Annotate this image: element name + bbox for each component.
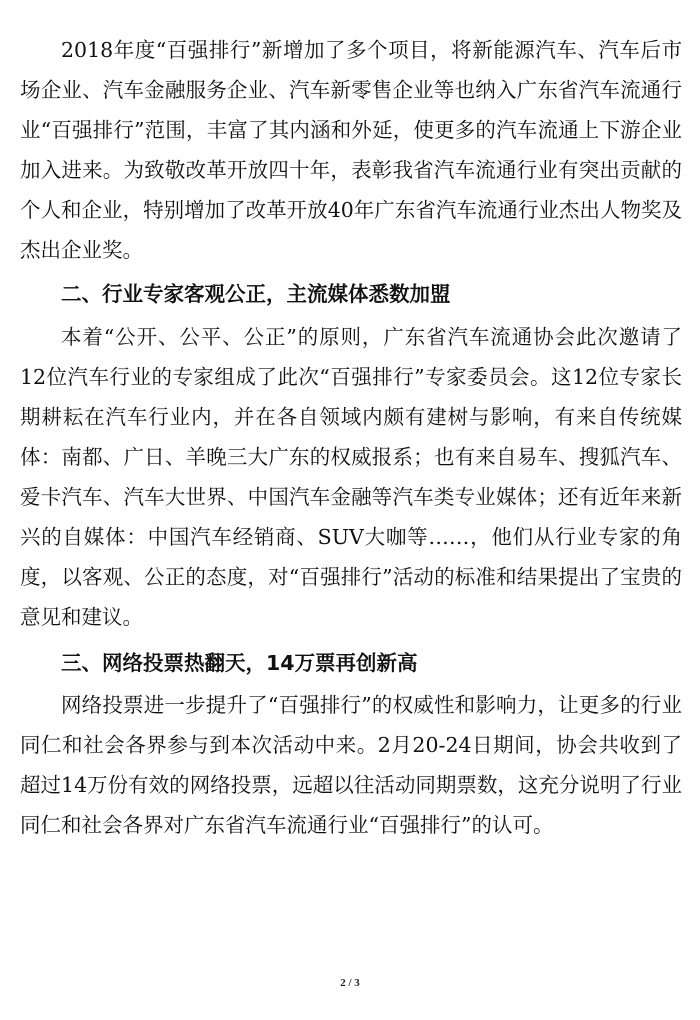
section-heading-experts: 二、行业专家客观公正，主流媒体悉数加盟 xyxy=(61,282,451,306)
section-heading-voting: 三、网络投票热翻天，14万票再创新高 xyxy=(61,651,418,675)
paragraph-new-projects: 2018年度“百强排行”新增加了多个项目，将新能源汽车、汽车后市场企业、汽车金融服务企业、汽车新零售企业等也纳入广东省汽车流通行业“百强排行”范围，丰富了其内涵和外延，使更多的汽车流通上下游企业加入进来。为致敬改革开放四十年，表彰我省汽车流通行业有突出贡献的个人和企业，特别增加了改革开放40年广东省汽车流通行业杰出人物奖及杰出企业奖。 xyxy=(20,38,682,262)
paragraph-experts: 本着“公开、公平、公正”的原则，广东省汽车流通协会此次邀请了12位汽车行业的专家组成了此次“百强排行”专家委员会。这12位专家长期耕耘在汽车行业内，并在各自领域内颇有建树与影响，有来自传统媒体：南都、广日、羊晚三大广东的权威报系；也有来自易车、搜狐汽车、爱卡汽车、汽车大世界、中国汽车金融等汽车类专业媒体；还有近年来新兴的自媒体：中国汽车经销商、SUV大咖等……，他们从行业专家的角度，以客观、公正的态度，对“百强排行”活动的标准和结果提出了宝贵的意见和建议。 xyxy=(20,325,682,629)
paragraph-voting: 网络投票进一步提升了“百强排行”的权威性和影响力，让更多的行业同仁和社会各界参与到本次活动中来。2月20-24日期间，协会共收到了超过14万份有效的网络投票，远超以往活动同期票数，这充分说明了行业同仁和社会各界对广东省汽车流通行业“百强排行”的认可。 xyxy=(20,693,682,837)
page-number: 2 / 3 xyxy=(340,977,360,989)
document-body xyxy=(20,30,682,845)
